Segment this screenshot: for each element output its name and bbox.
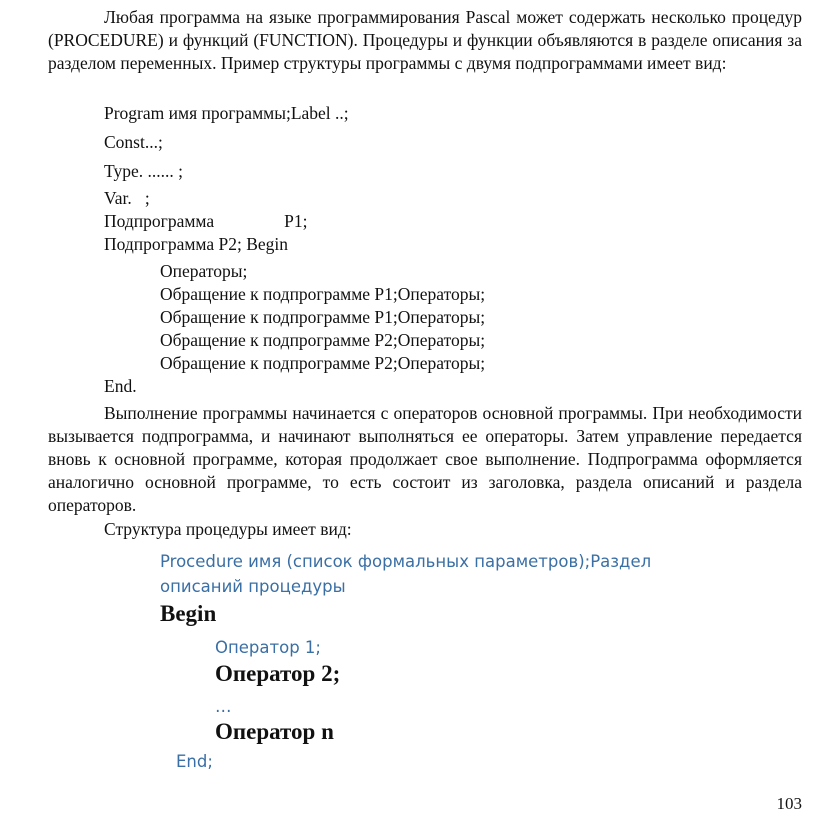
procedure-operator2: Оператор 2; xyxy=(215,661,341,686)
procedure-end: End; xyxy=(176,752,213,771)
procedure-intro: Структура процедуры имеет вид: xyxy=(104,519,352,539)
code-body-line: Обращение к подпрограмме P2;Операторы; xyxy=(160,330,486,350)
code-line-const: Const...; xyxy=(104,132,163,152)
procedure-ellipsis: … xyxy=(215,697,232,716)
code-body-line: Обращение к подпрограмме P2;Операторы; xyxy=(160,353,486,373)
procedure-header-line2: описаний процедуры xyxy=(160,577,346,596)
code-line-sub2: Подпрограмма P2; Begin xyxy=(104,234,289,254)
execution-paragraph: Выполнение программы начинается с операторов основной программы. При необходимости вызывается подпрограмма, и начинают выполняться ее операторы. Затем управление передается вновь к основной программе, которая продолжает свое выполнение. Подпрограмма оформляется аналогично основной программе, то есть состоит из заголовка, раздела описаний и раздела операторов. xyxy=(48,403,802,515)
code-line-sub1: Подпрограмма P1; xyxy=(104,211,308,231)
procedure-operator1: Оператор 1; xyxy=(215,638,321,657)
code-line-program: Program имя программы;Label ..; xyxy=(104,103,349,123)
code-line-type: Type. ...... ; xyxy=(104,161,183,181)
page-number: 103 xyxy=(776,794,802,813)
intro-paragraph: Любая программа на языке программирования Pascal может содержать несколько процедур (PROCEDURE) и функций (FUNCTION). Процедуры и функции объявляются в разделе описания за разделом переменных. Пример структуры программы с двумя подпрограммами имеет вид: xyxy=(48,7,802,73)
procedure-begin: Begin xyxy=(160,601,217,626)
code-line-end: End. xyxy=(104,376,137,396)
code-body-line: Операторы; xyxy=(160,261,248,281)
procedure-operator-n: Оператор n xyxy=(215,719,334,744)
code-body-line: Обращение к подпрограмме P1;Операторы; xyxy=(160,307,486,327)
procedure-header-line1: Procedure имя (список формальных параметров);Раздел xyxy=(160,552,652,571)
code-line-var: Var. ; xyxy=(104,188,150,208)
code-body-line: Обращение к подпрограмме P1;Операторы; xyxy=(160,284,486,304)
